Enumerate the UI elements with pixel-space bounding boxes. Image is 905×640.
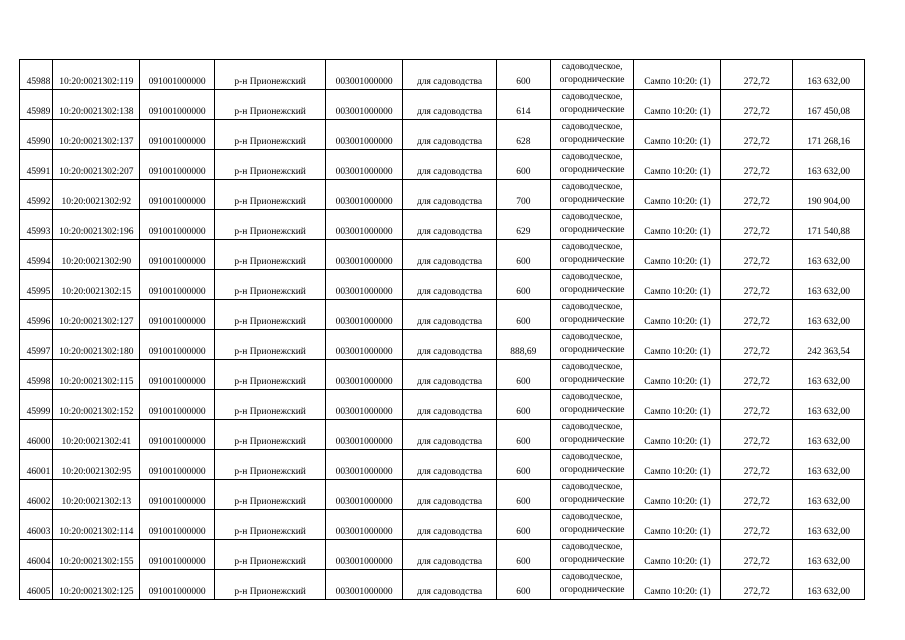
- cell-category-code: 003001000000: [326, 420, 403, 450]
- cell-permitted-use: для садоводства: [403, 270, 497, 300]
- cell-specific-value: 272,72: [721, 480, 793, 510]
- cell-cadastral-value: 242 363,54: [793, 330, 865, 360]
- purpose-line-2: огороднические: [559, 465, 625, 475]
- purpose-line-2: огороднические: [559, 495, 625, 505]
- cell-okato-code: 091001000000: [140, 360, 215, 390]
- cell-valuation-zone: Сампо 10:20: (1): [634, 510, 721, 540]
- cell-specific-value: 272,72: [721, 330, 793, 360]
- purpose-line-1: садоводческое,: [561, 242, 623, 252]
- cell-area: 888,69: [497, 330, 551, 360]
- cell-specific-value: 272,72: [721, 240, 793, 270]
- cell-district: р-н Прионежский: [215, 150, 326, 180]
- cell-cadastral-value: 163 632,00: [793, 510, 865, 540]
- cell-valuation-zone: Сампо 10:20: (1): [634, 270, 721, 300]
- purpose-line-1: садоводческое,: [561, 512, 623, 522]
- cell-specific-value: 272,72: [721, 540, 793, 570]
- cell-cadastral-value: 163 632,00: [793, 570, 865, 600]
- cell-okato-code: 091001000000: [140, 570, 215, 600]
- cell-specific-value: 272,72: [721, 420, 793, 450]
- cell-valuation-zone: Сампо 10:20: (1): [634, 150, 721, 180]
- cell-cadastral-value: 163 632,00: [793, 360, 865, 390]
- cell-record-number: 45992: [20, 180, 53, 210]
- purpose-line-2: огороднические: [559, 195, 625, 205]
- cell-permitted-use: для садоводства: [403, 120, 497, 150]
- purpose-line-2: огороднические: [559, 345, 625, 355]
- cell-cadastral-number: 10:20:0021302:95: [53, 450, 140, 480]
- cell-specific-value: 272,72: [721, 60, 793, 90]
- cell-specific-value: 272,72: [721, 270, 793, 300]
- cell-specific-value: 272,72: [721, 390, 793, 420]
- cell-cadastral-number: 10:20:0021302:115: [53, 360, 140, 390]
- cell-category-code: 003001000000: [326, 210, 403, 240]
- cell-district: р-н Прионежский: [215, 60, 326, 90]
- cell-valuation-zone: Сампо 10:20: (1): [634, 480, 721, 510]
- purpose-line-2: огороднические: [559, 585, 625, 595]
- cell-district: р-н Прионежский: [215, 540, 326, 570]
- cell-valuation-zone: Сампо 10:20: (1): [634, 330, 721, 360]
- cell-category-code: 003001000000: [326, 300, 403, 330]
- purpose-line-1: садоводческое,: [561, 542, 623, 552]
- cell-valuation-zone: Сампо 10:20: (1): [634, 420, 721, 450]
- cell-specific-value: 272,72: [721, 510, 793, 540]
- purpose-line-2: огороднические: [559, 315, 625, 325]
- cell-district: р-н Прионежский: [215, 180, 326, 210]
- cell-valuation-zone: Сампо 10:20: (1): [634, 540, 721, 570]
- cell-purpose: [550, 570, 634, 600]
- purpose-line-2: огороднические: [559, 135, 625, 145]
- cell-okato-code: 091001000000: [140, 510, 215, 540]
- cell-district: р-н Прионежский: [215, 570, 326, 600]
- table-row: [20, 120, 865, 150]
- cell-specific-value: 272,72: [721, 120, 793, 150]
- cell-cadastral-value: 163 632,00: [793, 390, 865, 420]
- cell-district: р-н Прионежский: [215, 240, 326, 270]
- cell-cadastral-number: 10:20:0021302:15: [53, 270, 140, 300]
- table-row: [20, 420, 865, 450]
- cell-category-code: 003001000000: [326, 270, 403, 300]
- cell-area: 600: [497, 480, 551, 510]
- cell-permitted-use: для садоводства: [403, 90, 497, 120]
- table-row: [20, 60, 865, 90]
- cell-district: р-н Прионежский: [215, 120, 326, 150]
- cell-record-number: 45993: [20, 210, 53, 240]
- cell-cadastral-value: 171 268,16: [793, 120, 865, 150]
- cell-purpose: [550, 240, 634, 270]
- cell-permitted-use: для садоводства: [403, 450, 497, 480]
- purpose-line-1: садоводческое,: [561, 212, 623, 222]
- purpose-line-2: огороднические: [559, 285, 625, 295]
- cell-okato-code: 091001000000: [140, 120, 215, 150]
- cell-permitted-use: для садоводства: [403, 360, 497, 390]
- cell-district: р-н Прионежский: [215, 420, 326, 450]
- cell-purpose: [550, 210, 634, 240]
- cell-area: 600: [497, 240, 551, 270]
- purpose-line-2: огороднические: [559, 255, 625, 265]
- cell-specific-value: 272,72: [721, 360, 793, 390]
- purpose-line-1: садоводческое,: [561, 482, 623, 492]
- cell-district: р-н Прионежский: [215, 210, 326, 240]
- cell-okato-code: 091001000000: [140, 240, 215, 270]
- purpose-line-1: садоводческое,: [561, 122, 623, 132]
- cell-area: 628: [497, 120, 551, 150]
- cell-cadastral-number: 10:20:0021302:180: [53, 330, 140, 360]
- cell-record-number: 46005: [20, 570, 53, 600]
- cell-purpose: [550, 120, 634, 150]
- cell-cadastral-number: 10:20:0021302:92: [53, 180, 140, 210]
- cell-cadastral-value: 163 632,00: [793, 270, 865, 300]
- cell-record-number: 45994: [20, 240, 53, 270]
- cell-purpose: [550, 60, 634, 90]
- cell-cadastral-value: 163 632,00: [793, 60, 865, 90]
- cell-district: р-н Прионежский: [215, 480, 326, 510]
- cell-cadastral-value: 167 450,08: [793, 90, 865, 120]
- cell-valuation-zone: Сампо 10:20: (1): [634, 120, 721, 150]
- table-row: [20, 360, 865, 390]
- cell-cadastral-value: 171 540,88: [793, 210, 865, 240]
- cell-purpose: [550, 90, 634, 120]
- purpose-line-1: садоводческое,: [561, 452, 623, 462]
- cadastral-value-table: [19, 59, 865, 600]
- cell-record-number: 46003: [20, 510, 53, 540]
- cell-purpose: [550, 390, 634, 420]
- purpose-line-1: садоводческое,: [561, 62, 623, 72]
- purpose-line-1: садоводческое,: [561, 422, 623, 432]
- cell-district: р-н Прионежский: [215, 300, 326, 330]
- cell-cadastral-number: 10:20:0021302:41: [53, 420, 140, 450]
- cell-okato-code: 091001000000: [140, 180, 215, 210]
- cell-category-code: 003001000000: [326, 180, 403, 210]
- purpose-line-2: огороднические: [559, 525, 625, 535]
- cell-record-number: 46004: [20, 540, 53, 570]
- table-row: [20, 330, 865, 360]
- table-row: [20, 540, 865, 570]
- table-row: [20, 450, 865, 480]
- cell-category-code: 003001000000: [326, 330, 403, 360]
- cell-area: 600: [497, 510, 551, 540]
- cell-record-number: 45991: [20, 150, 53, 180]
- cell-record-number: 45995: [20, 270, 53, 300]
- cell-specific-value: 272,72: [721, 180, 793, 210]
- purpose-line-2: огороднические: [559, 405, 625, 415]
- cell-area: 600: [497, 450, 551, 480]
- cell-valuation-zone: Сампо 10:20: (1): [634, 390, 721, 420]
- cell-purpose: [550, 180, 634, 210]
- cell-area: 600: [497, 300, 551, 330]
- cell-purpose: [550, 270, 634, 300]
- cell-area: 600: [497, 420, 551, 450]
- purpose-line-2: огороднические: [559, 555, 625, 565]
- table-row: [20, 300, 865, 330]
- cell-valuation-zone: Сампо 10:20: (1): [634, 210, 721, 240]
- cell-cadastral-number: 10:20:0021302:114: [53, 510, 140, 540]
- cell-district: р-н Прионежский: [215, 360, 326, 390]
- cell-area: 600: [497, 60, 551, 90]
- cell-category-code: 003001000000: [326, 360, 403, 390]
- cell-purpose: [550, 450, 634, 480]
- cell-purpose: [550, 480, 634, 510]
- cell-okato-code: 091001000000: [140, 480, 215, 510]
- cell-category-code: 003001000000: [326, 240, 403, 270]
- cell-okato-code: 091001000000: [140, 420, 215, 450]
- table-row: [20, 150, 865, 180]
- cell-cadastral-number: 10:20:0021302:125: [53, 570, 140, 600]
- table-row: [20, 570, 865, 600]
- cell-permitted-use: для садоводства: [403, 240, 497, 270]
- cell-area: 614: [497, 90, 551, 120]
- cell-purpose: [550, 150, 634, 180]
- purpose-line-2: огороднические: [559, 75, 625, 85]
- cell-permitted-use: для садоводства: [403, 180, 497, 210]
- cell-valuation-zone: Сампо 10:20: (1): [634, 60, 721, 90]
- table-body: [20, 60, 865, 600]
- cell-specific-value: 272,72: [721, 570, 793, 600]
- cell-valuation-zone: Сампо 10:20: (1): [634, 450, 721, 480]
- cell-cadastral-number: 10:20:0021302:155: [53, 540, 140, 570]
- cell-okato-code: 091001000000: [140, 450, 215, 480]
- cell-record-number: 45990: [20, 120, 53, 150]
- cell-cadastral-value: 163 632,00: [793, 150, 865, 180]
- cell-cadastral-value: 163 632,00: [793, 300, 865, 330]
- cell-valuation-zone: Сампо 10:20: (1): [634, 240, 721, 270]
- cell-record-number: 46001: [20, 450, 53, 480]
- cell-valuation-zone: Сампо 10:20: (1): [634, 300, 721, 330]
- cell-cadastral-number: 10:20:0021302:152: [53, 390, 140, 420]
- cell-okato-code: 091001000000: [140, 90, 215, 120]
- cell-category-code: 003001000000: [326, 450, 403, 480]
- cell-purpose: [550, 360, 634, 390]
- cell-cadastral-number: 10:20:0021302:138: [53, 90, 140, 120]
- table-row: [20, 480, 865, 510]
- cell-purpose: [550, 300, 634, 330]
- cell-area: 600: [497, 540, 551, 570]
- cell-purpose: [550, 330, 634, 360]
- cell-category-code: 003001000000: [326, 480, 403, 510]
- cell-okato-code: 091001000000: [140, 270, 215, 300]
- cell-permitted-use: для садоводства: [403, 330, 497, 360]
- cell-area: 600: [497, 570, 551, 600]
- cell-cadastral-number: 10:20:0021302:207: [53, 150, 140, 180]
- cell-okato-code: 091001000000: [140, 60, 215, 90]
- table-row: [20, 510, 865, 540]
- cell-district: р-н Прионежский: [215, 510, 326, 540]
- cell-record-number: 45998: [20, 360, 53, 390]
- cell-okato-code: 091001000000: [140, 330, 215, 360]
- cell-permitted-use: для садоводства: [403, 60, 497, 90]
- table-row: [20, 270, 865, 300]
- cell-record-number: 45999: [20, 390, 53, 420]
- cell-category-code: 003001000000: [326, 120, 403, 150]
- cell-permitted-use: для садоводства: [403, 150, 497, 180]
- purpose-line-2: огороднические: [559, 105, 625, 115]
- table-row: [20, 180, 865, 210]
- cell-specific-value: 272,72: [721, 450, 793, 480]
- cell-category-code: 003001000000: [326, 540, 403, 570]
- cell-area: 600: [497, 150, 551, 180]
- cell-district: р-н Прионежский: [215, 450, 326, 480]
- cell-cadastral-number: 10:20:0021302:127: [53, 300, 140, 330]
- cell-okato-code: 091001000000: [140, 390, 215, 420]
- cell-permitted-use: для садоводства: [403, 570, 497, 600]
- cell-category-code: 003001000000: [326, 510, 403, 540]
- cell-purpose: [550, 420, 634, 450]
- cell-purpose: [550, 540, 634, 570]
- purpose-line-1: садоводческое,: [561, 302, 623, 312]
- cell-area: 600: [497, 360, 551, 390]
- purpose-line-2: огороднические: [559, 165, 625, 175]
- cell-cadastral-number: 10:20:0021302:137: [53, 120, 140, 150]
- cell-specific-value: 272,72: [721, 90, 793, 120]
- purpose-line-1: садоводческое,: [561, 182, 623, 192]
- cell-cadastral-value: 190 904,00: [793, 180, 865, 210]
- cell-cadastral-number: 10:20:0021302:90: [53, 240, 140, 270]
- cell-record-number: 45996: [20, 300, 53, 330]
- purpose-line-2: огороднические: [559, 225, 625, 235]
- purpose-line-1: садоводческое,: [561, 272, 623, 282]
- cell-cadastral-number: 10:20:0021302:13: [53, 480, 140, 510]
- purpose-line-1: садоводческое,: [561, 572, 623, 582]
- cell-valuation-zone: Сампо 10:20: (1): [634, 180, 721, 210]
- cell-area: 629: [497, 210, 551, 240]
- cell-district: р-н Прионежский: [215, 330, 326, 360]
- table-row: [20, 240, 865, 270]
- cell-category-code: 003001000000: [326, 90, 403, 120]
- cell-district: р-н Прионежский: [215, 390, 326, 420]
- cell-record-number: 45988: [20, 60, 53, 90]
- cell-permitted-use: для садоводства: [403, 390, 497, 420]
- cell-specific-value: 272,72: [721, 210, 793, 240]
- cell-permitted-use: для садоводства: [403, 210, 497, 240]
- cell-record-number: 46002: [20, 480, 53, 510]
- cell-district: р-н Прионежский: [215, 270, 326, 300]
- cell-district: р-н Прионежский: [215, 90, 326, 120]
- cell-cadastral-value: 163 632,00: [793, 240, 865, 270]
- cell-category-code: 003001000000: [326, 60, 403, 90]
- cell-permitted-use: для садоводства: [403, 480, 497, 510]
- cell-okato-code: 091001000000: [140, 150, 215, 180]
- cell-record-number: 45997: [20, 330, 53, 360]
- cell-area: 600: [497, 390, 551, 420]
- cell-permitted-use: для садоводства: [403, 540, 497, 570]
- purpose-line-1: садоводческое,: [561, 332, 623, 342]
- cell-specific-value: 272,72: [721, 300, 793, 330]
- cell-area: 600: [497, 270, 551, 300]
- cell-category-code: 003001000000: [326, 570, 403, 600]
- cell-specific-value: 272,72: [721, 150, 793, 180]
- cell-cadastral-value: 163 632,00: [793, 420, 865, 450]
- cell-category-code: 003001000000: [326, 390, 403, 420]
- cell-record-number: 45989: [20, 90, 53, 120]
- purpose-line-1: садоводческое,: [561, 152, 623, 162]
- cell-cadastral-value: 163 632,00: [793, 480, 865, 510]
- cell-okato-code: 091001000000: [140, 210, 215, 240]
- cell-area: 700: [497, 180, 551, 210]
- cell-permitted-use: для садоводства: [403, 510, 497, 540]
- purpose-line-1: садоводческое,: [561, 92, 623, 102]
- purpose-line-2: огороднические: [559, 435, 625, 445]
- cell-category-code: 003001000000: [326, 150, 403, 180]
- cell-valuation-zone: Сампо 10:20: (1): [634, 90, 721, 120]
- cell-record-number: 46000: [20, 420, 53, 450]
- cell-okato-code: 091001000000: [140, 300, 215, 330]
- cell-cadastral-value: 163 632,00: [793, 540, 865, 570]
- cell-permitted-use: для садоводства: [403, 300, 497, 330]
- cell-valuation-zone: Сампо 10:20: (1): [634, 570, 721, 600]
- table-row: [20, 90, 865, 120]
- cell-cadastral-number: 10:20:0021302:196: [53, 210, 140, 240]
- purpose-line-1: садоводческое,: [561, 362, 623, 372]
- purpose-line-1: садоводческое,: [561, 392, 623, 402]
- table-row: [20, 390, 865, 420]
- purpose-line-2: огороднические: [559, 375, 625, 385]
- cell-okato-code: 091001000000: [140, 540, 215, 570]
- cell-permitted-use: для садоводства: [403, 420, 497, 450]
- cell-cadastral-number: 10:20:0021302:119: [53, 60, 140, 90]
- table-row: [20, 210, 865, 240]
- cell-cadastral-value: 163 632,00: [793, 450, 865, 480]
- cell-valuation-zone: Сампо 10:20: (1): [634, 360, 721, 390]
- cell-purpose: [550, 510, 634, 540]
